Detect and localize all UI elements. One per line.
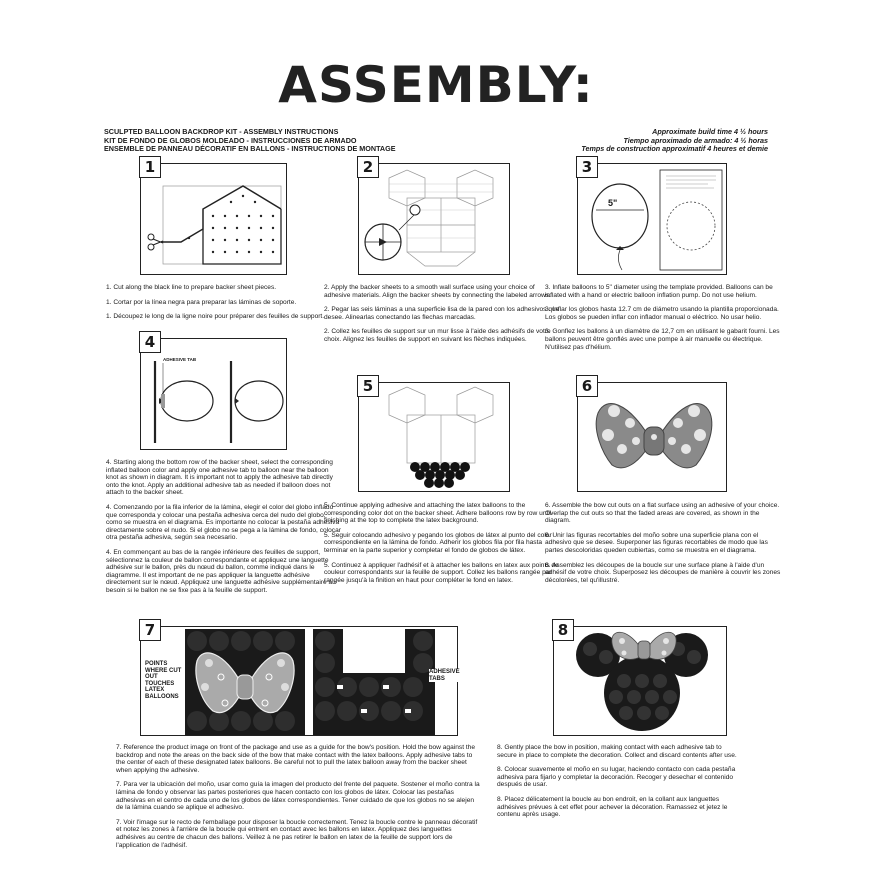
step-text-es: 2. Pegar las seis láminas a una superficie lisa de la pared con los adhesivos que desee. Alinearlas conectando las flechas marcadas. (324, 306, 560, 321)
step-number: 5 (357, 375, 379, 397)
step-number: 6 (576, 375, 598, 397)
step-number: 4 (139, 331, 161, 353)
step-number: 3 (576, 156, 598, 178)
bow-placement-drawing (141, 627, 459, 737)
step-3-text (545, 284, 781, 358)
step-text-fr: 6. Assemblez les découpes de la boucle sur une surface plane à l'aide d'un adhésif de votre choix. Superposez les découpes de manière à couvrir les zones décolorées, tel qu'illustré. (545, 561, 781, 584)
balloon-size-label: 5" (608, 198, 618, 208)
step-text-en: 3. Inflate balloons to 5" diameter using the template provided. Balloons can be inflated with a hand or electric balloon inflation pump. Do not use helium. (545, 284, 773, 299)
header-right-line: Approximate build time 4 ½ hours (652, 127, 768, 136)
step-text-es: 4. Comenzando por la fila inferior de la lámina, elegir el color del globo inflado que corresponda y colocar una pestaña adhesiva cerca del nudo del globo, como se muestra en el diagrama. Es importante no colocar la pestaña adhesiva directamente sobre el nudo. Si el globo no se pega a la lámina de fondo, colocar otra pestaña adhesiva, según sea necesario. (106, 503, 341, 542)
step-5-text (324, 502, 560, 591)
step-2-text (324, 284, 560, 351)
header-right (581, 128, 768, 154)
header-left (104, 128, 396, 154)
adhesive-tab-label: ADHESIVE TAB (163, 357, 197, 362)
step-text-en: 7. Reference the product image on front of the package and use as a guide for the bow's position. Hold the bow against the backdrop and note the areas on the back side of the bow that make contact with the latex balloons. Apply adhesive tabs to the center of each of these designated latex balloons. Be careful not to pull the latex balloon away from the backer sheet when applying the adhesive. (116, 744, 476, 774)
page-title: ASSEMBLY: (278, 56, 594, 114)
step-text-en: 1. Cut along the black line to prepare backer sheet pieces. (106, 284, 277, 291)
header-left-line: KIT DE FONDO DE GLOBOS MOLDEADO - INSTRUCCIONES DE ARMADO (104, 135, 357, 145)
step-text-en: 2. Apply the backer sheets to a smooth wall surface using your choice of adhesive materials. Align the backer sheets by connecting the labeled arrows. (324, 284, 551, 299)
step-6-diagram (577, 377, 727, 492)
step-7-diagram (140, 621, 460, 736)
step-2-diagram (358, 158, 510, 275)
step-8-text (497, 744, 737, 826)
step-text-en: 4. Starting along the bottom row of the backer sheet, select the corresponding inflated balloon color and apply one adhesive tab to balloon near the balloon knot as shown in diagram. It is important not to apply the adhesive tab directly onto the knot. Apply an additional adhesive tab as needed if balloon does not attach to the backer sheet. (106, 459, 333, 497)
step-text-en: 6. Assemble the bow cut outs on a flat surface using an adhesive of your choice. Overlap the cut outs so that the faded areas are covered, as shown in the diagram. (545, 502, 780, 525)
step-text-es: 7. Para ver la ubicación del moño, usar como guía la imagen del producto del frente del paquete. Sostener el moño contra la lámina de fondo y observar las partes posteriores que hacen contacto con los globos de látex. Colocar las pestañas adhesivas en el centro de cada uno de los globos de látex correspondientes. Tener cuidado de que los globos no se alejen de la lámina cuando se aplique el adhesivo. (116, 781, 480, 812)
wall-sheets-drawing (359, 164, 511, 276)
step-4-diagram (140, 333, 287, 450)
header-right-line: Temps de construction approximatif 4 heures et demie (581, 144, 768, 154)
step-text-es: 6. Unir las figuras recortables del moño sobre una superficie plana con el adhesivo que se desee. Superponer las figuras recortables de modo que las partes descoloridas queden cubiertas, como se muestra en el diagrama. (545, 531, 768, 554)
step-7-text (116, 744, 482, 856)
step-text-es: 5. Seguir colocando adhesivo y pegando los globos de látex al punto del color correspondiente en la lámina de fondo. Adherir los globos fila por fila hasta terminar en la parte superior y completar el fondo de globos de látex. (324, 531, 552, 554)
adhesive-tabs-label: ADHESIVE TABS (429, 669, 460, 682)
step-text-es: 3. Inflar los globos hasta 12.7 cm de diámetro usando la plantilla proporcionada. Los globos se pueden inflar con inflador manual o eléctrico. No usar helio. (545, 306, 779, 321)
scissors-icon (148, 234, 163, 250)
step-text-fr: 5. Continuez à appliquer l'adhésif et à attacher les ballons en latex aux points de couleur correspondants sur la feuille de support. Collez les ballons rangée par rangée jusqu'à la finition en haut pour compléter le fond en latex. (324, 561, 559, 584)
bow-drawing (578, 383, 728, 493)
step-number: 8 (552, 619, 574, 641)
step-text-es: 1. Cortar por la línea negra para preparar las láminas de soporte. (106, 298, 297, 306)
step-text-fr: 1. Découpez le long de la ligne noire pour préparer des feuilles de support. (106, 313, 325, 321)
step-5-diagram (358, 377, 510, 492)
step-text-fr: 7. Voir l'image sur le recto de l'emballage pour disposer la boucle correctement. Tenez la boucle contre le panneau décoratif et notez les zones à l'arrière de la boucle qui entrent en contact avec les ballons en latex. Appliquez des languettes adhésives au centre de chacun des ballons. Veillez à ne pas retirer le ballon en latex de la feuille de support lors de l'application de l'adhésif. (116, 818, 478, 849)
step-4-text (106, 459, 342, 602)
latex-background-drawing (359, 383, 511, 493)
balloon-size-drawing (578, 164, 728, 276)
backer-sheet-drawing (141, 164, 288, 276)
step-number: 1 (139, 156, 161, 178)
step-text-fr: 3. Gonflez les ballons à un diamètre de 12,7 cm en utilisant le gabarit fourni. Les ballons peuvent être gonflés avec une pompe à air manuelle ou électrique. N'utilisez pas d'hélium. (545, 328, 780, 351)
step-text-fr: 2. Collez les feuilles de support sur un mur lisse à l'aide des adhésifs de votre choix. Alignez les feuilles de support en suivant les flèches indiquées. (324, 328, 551, 343)
step-1-text (106, 284, 342, 328)
header-right-line: Tiempo aproximado de armado: 4 ½ horas (623, 135, 768, 145)
step-3-diagram (577, 158, 727, 275)
header-left-line: ENSEMBLE DE PANNEAU DÉCORATIF EN BALLONS - INSTRUCTIONS DE MONTAGE (104, 144, 396, 154)
step-text-en: 5. Continue applying adhesive and attaching the latex balloons to the corresponding color dot on the backer sheet. Adhere balloons row by row until finishing at the top to complete the latex background. (324, 502, 552, 525)
finished-decoration-drawing (554, 627, 728, 737)
contact-points-label: POINTS WHERE CUT OUT TOUCHES LATEX BALLOONS (145, 661, 182, 700)
step-8-diagram (553, 621, 727, 736)
header-left-line: SCULPTED BALLOON BACKDROP KIT - ASSEMBLY INSTRUCTIONS (104, 127, 339, 136)
step-1-diagram (140, 158, 287, 275)
step-number: 2 (357, 156, 379, 178)
step-number: 7 (139, 619, 161, 641)
step-text-fr: 4. En commençant au bas de la rangée inférieure des feuilles de support, sélectionnez la couleur de ballon correspondante et appliquez une languette adhésive sur le ballon, près du nœud du ballon, comme indiqué dans le diagramme. Il est important de ne pas appliquer la languette adhésive directement sur le nœud. Appliquez une languette adhésive supplémentaire au besoin si le ballon ne se fixe pas à la feuille de support. (106, 548, 336, 594)
step-6-text (545, 502, 781, 591)
adhesive-tab-drawing (141, 339, 288, 451)
step-text-fr: 8. Placez délicatement la boucle au bon endroit, en la collant aux languettes adhésives prévues à cet effet pour achever la décoration. Ramassez et jetez le contenu après usage. (497, 795, 728, 819)
step-text-en: 8. Gently place the bow in position, making contact with each adhesive tab to secure in place to complete the decoration. Collect and discard contents after use. (497, 744, 737, 759)
step-text-es: 8. Colocar suavemente el moño en su lugar, haciendo contacto con cada pestaña adhesiva para fijarlo y completar la decoración. Recoger y desechar el contenido después de usar. (497, 766, 736, 789)
